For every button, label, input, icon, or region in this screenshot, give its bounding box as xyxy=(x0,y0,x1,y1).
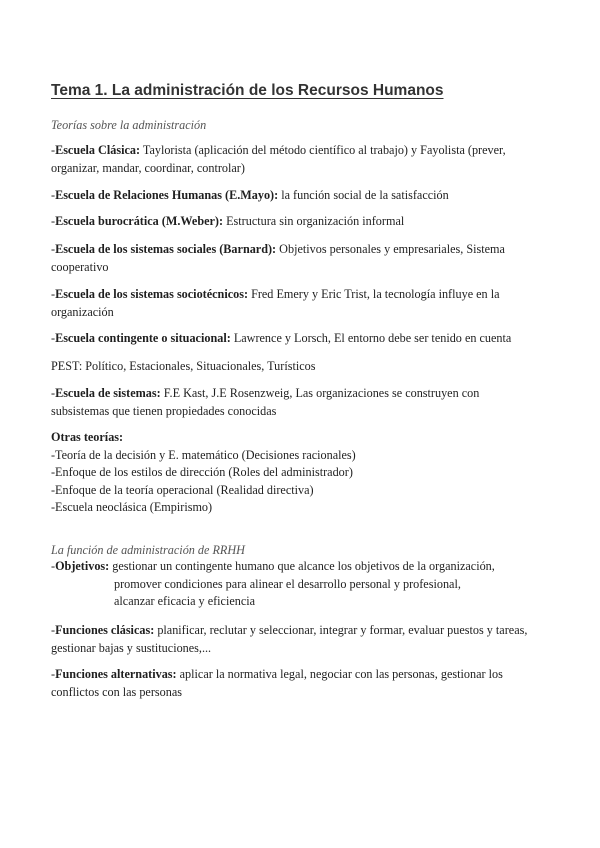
text-objetivos-2: promover condiciones para alinear el desarrollo personal y profesional, xyxy=(114,576,461,591)
list-item: -Enfoque de la teoría operacional (Realidad directiva) xyxy=(51,482,314,497)
list-item: -Teoría de la decisión y E. matemático (Decisiones racionales) xyxy=(51,447,356,462)
label-sistemas-sociotecnicos: Escuela de los sistemas sociotécnicos: xyxy=(55,287,249,301)
paragraph-sistemas-sociales xyxy=(51,241,571,276)
paragraph-objetivos xyxy=(51,558,571,611)
text-relaciones-humanas: la función social de la satisfacción xyxy=(278,188,449,202)
text-funciones-clasicas-2: gestionar bajas y sustituciones,... xyxy=(51,640,212,655)
label-funciones-alternativas: Funciones alternativas: xyxy=(55,667,177,681)
list-item: -Escuela neoclásica (Empirismo) xyxy=(51,500,213,515)
text-escuela-sistemas-1: F.E Kast, J.E Rosenzweig, Las organizaciones se construyen con xyxy=(160,386,480,400)
label-escuela-sistemas: Escuela de sistemas: xyxy=(55,386,161,400)
dash: - xyxy=(51,386,56,400)
paragraph-escuela-clasica xyxy=(51,142,571,177)
label-objetivos: Objetivos: xyxy=(55,559,110,573)
label-funciones-clasicas: Funciones clásicas: xyxy=(55,623,155,637)
paragraph-escuela-contingente xyxy=(51,330,571,348)
label-escuela-contingente: Escuela contingente o situacional: xyxy=(55,331,231,345)
dash: - xyxy=(51,242,56,256)
paragraph-funciones-clasicas xyxy=(51,622,571,657)
text-escuela-burocratica: Estructura sin organización informal xyxy=(223,214,405,228)
text-escuela-clasica-2: organizar, mandar, coordinar, controlar) xyxy=(51,160,245,175)
dash: - xyxy=(51,623,56,637)
text-funciones-alternativas-2: conflictos con las personas xyxy=(51,684,182,699)
section-subtitle-teorias: Teorías sobre la administración xyxy=(51,118,207,132)
text-escuela-clasica-1: Taylorista (aplicación del método científico al trabajo) y Fayolista (prever, xyxy=(140,143,506,157)
text-objetivos-1: gestionar un contingente humano que alcance los objetivos de la organización, xyxy=(109,559,495,573)
text-sistemas-sociotecnicos-2: organización xyxy=(51,304,114,319)
text-sistemas-sociales-1: Objetivos personales y empresariales, Sistema xyxy=(276,242,505,256)
text-sistemas-sociales-2: cooperativo xyxy=(51,259,109,274)
page-title: Tema 1. La administración de los Recursos Humanos xyxy=(51,82,444,99)
dash: - xyxy=(51,667,56,681)
text-escuela-sistemas-2: subsistemas que tienen propiedades conocidas xyxy=(51,403,277,418)
text-pest: PEST: Político, Estacionales, Situacionales, Turísticos xyxy=(51,359,316,373)
dash: - xyxy=(51,287,56,301)
label-escuela-clasica: Escuela Clásica: xyxy=(55,143,141,157)
paragraph-escuela-burocratica xyxy=(51,213,571,231)
label-relaciones-humanas: Escuela de Relaciones Humanas (E.Mayo): xyxy=(55,188,279,202)
dash: - xyxy=(51,214,56,228)
paragraph-funciones-alternativas xyxy=(51,666,571,701)
dash: - xyxy=(51,559,56,573)
otras-teorias-heading: Otras teorías: xyxy=(51,430,124,444)
paragraph-relaciones-humanas xyxy=(51,187,571,205)
label-escuela-burocratica: Escuela burocrática (M.Weber): xyxy=(55,214,224,228)
dash: - xyxy=(51,331,56,345)
text-objetivos-3: alcanzar eficacia y eficiencia xyxy=(114,594,256,609)
paragraph-pest xyxy=(51,358,571,376)
text-sistemas-sociotecnicos-1: Fred Emery y Eric Trist, la tecnología influye en la xyxy=(248,287,500,301)
list-item: -Enfoque de los estilos de dirección (Roles del administrador) xyxy=(51,465,353,480)
dash: - xyxy=(51,188,56,202)
section-subtitle-funcion-rrhh: La función de administración de RRHH xyxy=(51,543,245,557)
paragraph-escuela-sistemas xyxy=(51,385,571,420)
text-escuela-contingente: Lawrence y Lorsch, El entorno debe ser tenido en cuenta xyxy=(230,331,512,345)
otras-teorias-block xyxy=(51,429,571,517)
text-funciones-alternativas-1: aplicar la normativa legal, negociar con las personas, gestionar los xyxy=(176,667,503,681)
label-sistemas-sociales: Escuela de los sistemas sociales (Barnard): xyxy=(55,242,277,256)
paragraph-sistemas-sociotecnicos xyxy=(51,286,571,321)
dash: - xyxy=(51,143,56,157)
text-funciones-clasicas-1: planificar, reclutar y seleccionar, integrar y formar, evaluar puestos y tareas, xyxy=(154,623,528,637)
